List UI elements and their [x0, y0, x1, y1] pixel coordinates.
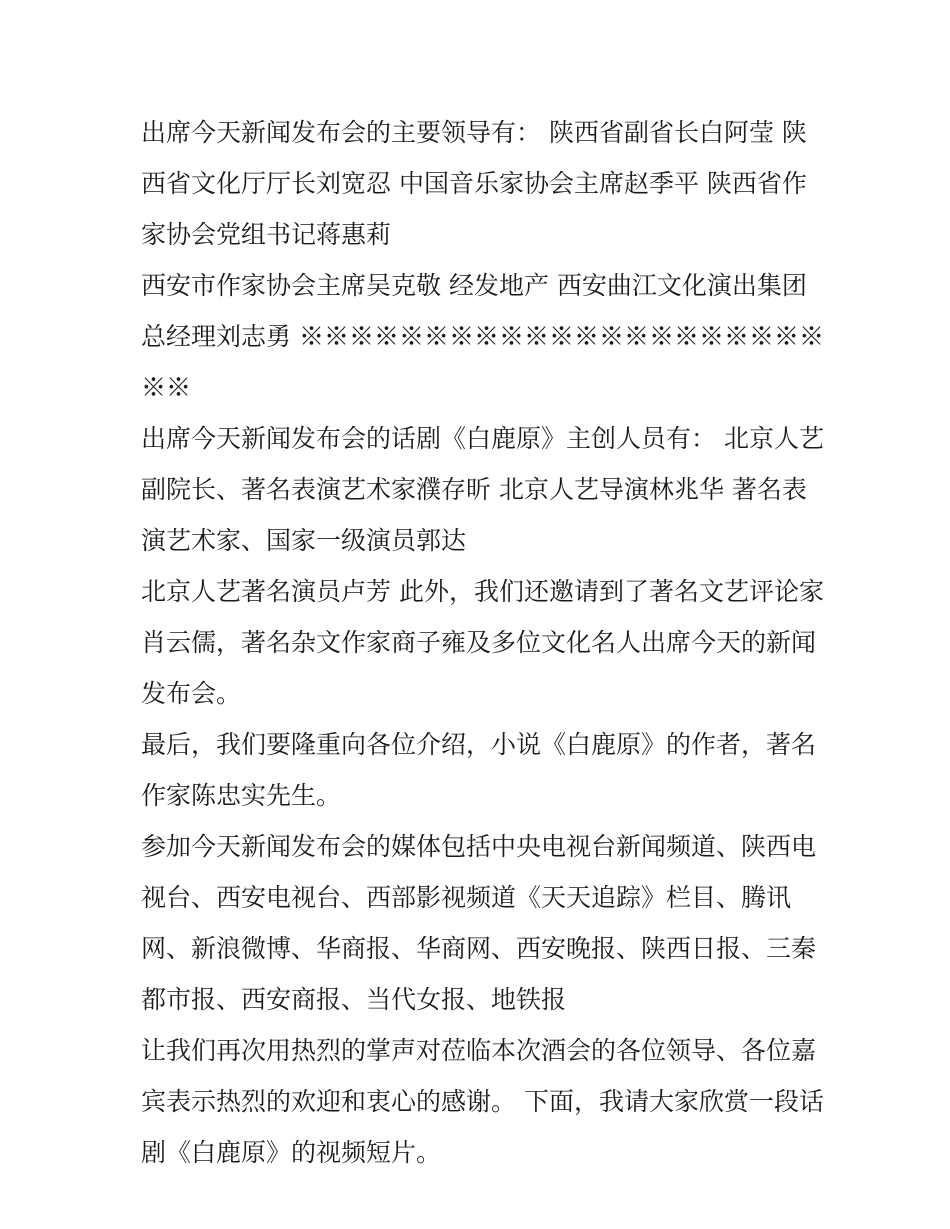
paragraph-guests: 北京人艺著名演员卢芳 此外，我们还邀请到了著名文艺评论家肖云儒，著名杂文作家商子雍及多位文化名人出席今天的新闻发布会。	[141, 577, 824, 708]
paragraph-author: 最后，我们要隆重向各位介绍，小说《白鹿原》的作者，著名作家陈忠实先生。	[141, 730, 817, 810]
paragraph-media: 参加今天新闻发布会的媒体包括中央电视台新闻频道、陕西电视台、西安电视台、西部影视频道《天天追踪》栏目、腾讯网、新浪微博、华商报、华商网、西安晚报、陕西日报、三秦都市报、西安商报、当代女报、地铁报	[141, 832, 817, 1014]
document-body	[141, 107, 831, 1178]
paragraph-association: 西安市作家协会主席吴克敬 经发地产 西安曲江文化演出集团总经理刘志勇 ※※※※※※※※※※※※※※※※※※※※※※※	[141, 271, 824, 402]
paragraph-closing: 让我们再次用热烈的掌声对莅临本次酒会的各位领导、各位嘉宾表示热烈的欢迎和衷心的感谢。 下面，我请大家欣赏一段话剧《白鹿原》的视频短片。	[141, 1036, 824, 1167]
paragraph-creators: 出席今天新闻发布会的话剧《白鹿原》主创人员有： 北京人艺副院长、著名表演艺术家濮存昕 北京人艺导演林兆华 著名表演艺术家、国家一级演员郭达	[141, 424, 824, 555]
paragraph-leaders: 出席今天新闻发布会的主要领导有： 陕西省副省长白阿莹 陕西省文化厅厅长刘宽忍 中国音乐家协会主席赵季平 陕西省作家协会党组书记蒋惠莉	[141, 118, 807, 249]
